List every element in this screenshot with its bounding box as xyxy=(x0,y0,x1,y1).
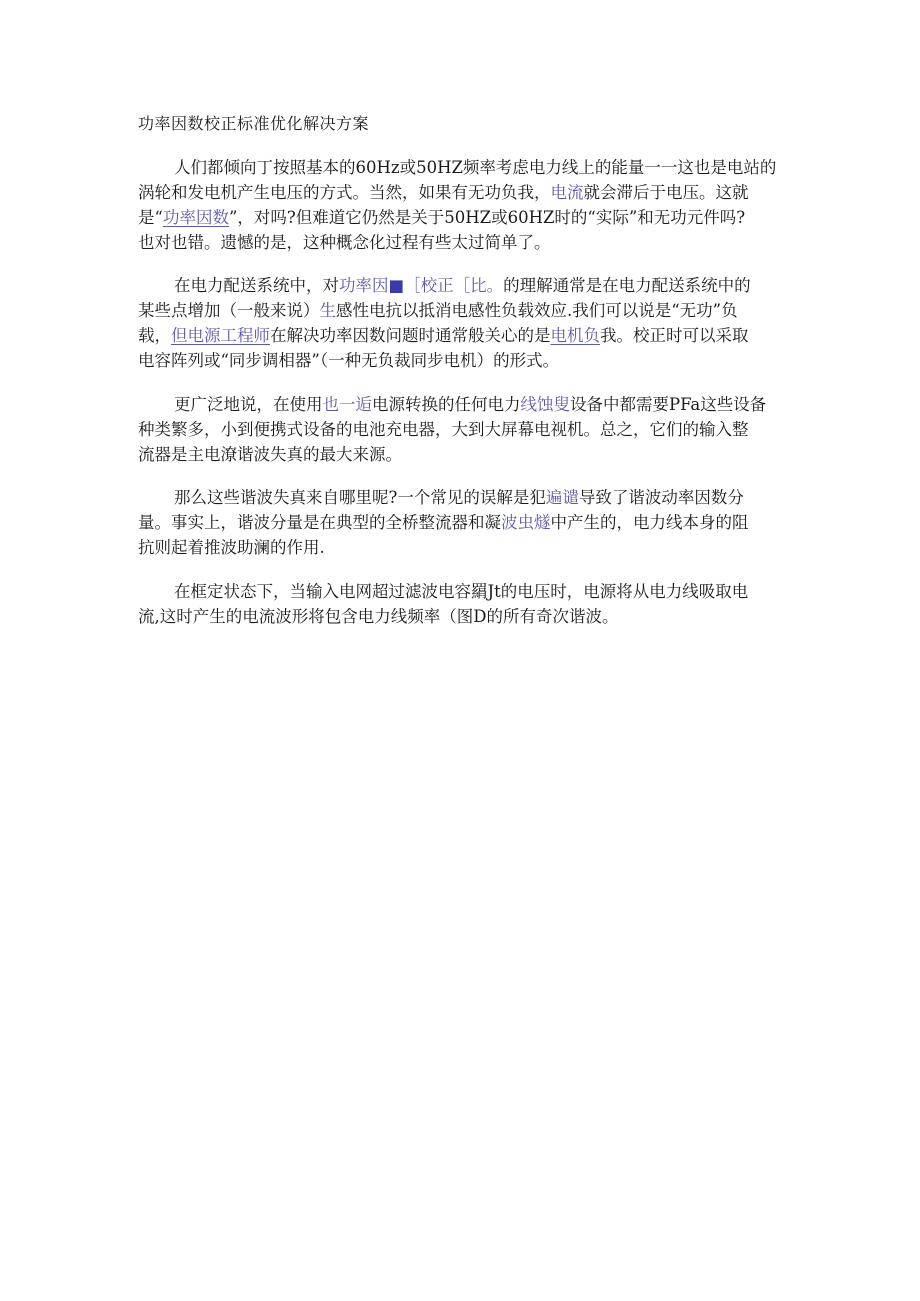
document-title: 功率因数校正标准优化解决方案 xyxy=(138,114,370,133)
link-text: ［校正［比。 xyxy=(404,276,504,295)
text-run: 我。校正时可以采取 xyxy=(600,326,749,345)
square-glyph: ■ xyxy=(388,276,405,295)
paragraph-5-line-2: 流,这时产生的电流波形将包含电力线频率（图D的所有奇次谐波。 xyxy=(138,607,619,626)
paragraph-2-line-2 xyxy=(138,298,770,323)
paragraph-1 xyxy=(138,155,777,255)
paragraph-1-line-2 xyxy=(138,180,770,205)
text-run: 涡轮和发电机产生电压的方式。当然，如果有无功负我， xyxy=(138,183,551,202)
text-run: 在解决功率因数问题时通常般关心的是 xyxy=(270,326,551,345)
link-motor-load[interactable]: 电机负 xyxy=(550,326,600,345)
link-power-factor-correction[interactable] xyxy=(339,276,503,295)
link-switching[interactable]: 也一逅 xyxy=(322,395,372,414)
paragraph-5 xyxy=(138,579,770,629)
text-run: 中产生的，电力线本身的阻 xyxy=(550,513,749,532)
link-power-factor[interactable]: 功率因数 xyxy=(162,208,229,227)
link-harmonics[interactable]: 遍谴 xyxy=(545,488,579,507)
link-current[interactable]: 电流 xyxy=(550,183,584,202)
paragraph-5-line-1: 在框定状态下，当输入电网超过滤波电容羂Jt的电压时，电源将从电力线吸取电 xyxy=(174,582,749,601)
text-run: 导致了谐波动率因数分 xyxy=(578,488,744,507)
link-power-engineer[interactable]: 但电源工程师 xyxy=(171,326,270,345)
link-filter-capacitor[interactable]: 波虫燧 xyxy=(501,513,551,532)
text-run: 量。事实上，谐波分量是在典型的全桥整流器和凝 xyxy=(138,513,501,532)
text-run: 电源转换的任何电力 xyxy=(372,395,521,414)
paragraph-3-line-2: 种类繁多，小到便携式设备的电池充电器，大到大屏幕电视机。总之，它们的输入整 xyxy=(138,420,749,439)
paragraph-3-line-3: 流器是主电潦谐波失真的最大来源。 xyxy=(138,445,402,464)
paragraph-4-line-1 xyxy=(138,485,770,510)
text-run: 某些点增加（一般来说） xyxy=(138,301,320,320)
paragraph-2-line-1 xyxy=(138,273,770,298)
link-line-powered[interactable]: 线蚀叟 xyxy=(520,395,570,414)
text-run: 的理解通常是在电力配送系统中的 xyxy=(503,276,751,295)
text-run: 设备中都需要PFa这些设备 xyxy=(570,395,767,414)
paragraph-2-line-3 xyxy=(138,323,770,348)
text-run: 感性电抗以抵消电感性负载效应.我们可以说是“无功”负 xyxy=(336,301,738,320)
text-run: 那么这些谐波失真来自哪里呢?一个常见的误解是犯 xyxy=(174,488,546,507)
text-run: 载， xyxy=(138,326,171,345)
paragraph-4 xyxy=(138,485,770,560)
text-run: ”，对吗?但难道它仍然是关于50HZ或60HZ时的“实际”和无功元件吗? xyxy=(228,208,746,227)
paragraph-1-line-1: 人们都倾向丁按照基本的60Hz或50HZ频率考虑电力线上的能量一一这也是电站的 xyxy=(174,158,777,177)
paragraph-4-line-3: 抗则起着推波助澜的作用. xyxy=(138,538,325,557)
link-text: 功率因 xyxy=(339,276,389,295)
paragraph-2 xyxy=(138,273,770,373)
paragraph-1-line-4: 也对也错。遗憾的是，这种概念化过程有些太过简单了。 xyxy=(138,233,551,252)
paragraph-3-line-1 xyxy=(138,392,770,417)
text-run: 是“ xyxy=(138,208,163,227)
paragraph-1-line-3 xyxy=(138,205,770,230)
paragraph-4-line-2 xyxy=(138,510,770,535)
text-run: 更广泛地说，在使用 xyxy=(174,395,323,414)
paragraph-3 xyxy=(138,392,770,467)
text-run: 在电力配送系统中，对 xyxy=(174,276,339,295)
link-generate[interactable]: 生 xyxy=(319,301,336,320)
text-run: 就会滞后于电压。这就 xyxy=(583,183,749,202)
paragraph-2-line-4: 电容阵列或“同步调相器”（一种无负裁同步电机）的形式。 xyxy=(138,351,560,370)
